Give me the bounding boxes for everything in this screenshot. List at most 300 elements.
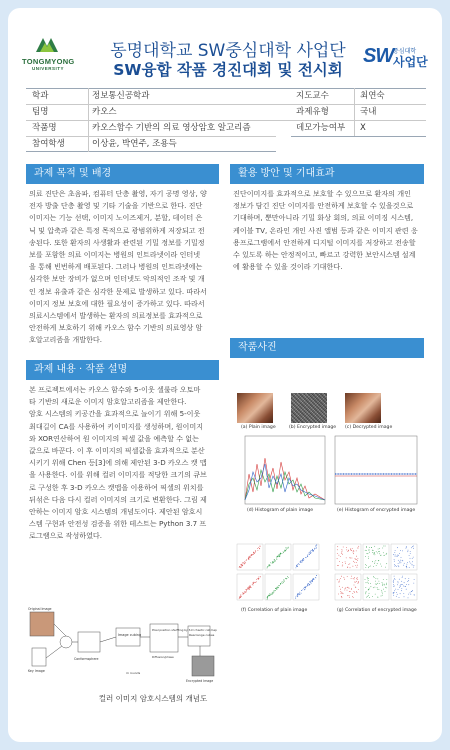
photo-caption: (e) Histogram of encrypted image bbox=[337, 508, 416, 513]
text-line: 전자 방출 단층 촬영 및 기타 기술을 기반으로 한다. 진단 bbox=[29, 201, 203, 211]
correlation-point bbox=[395, 550, 396, 551]
correlation-point bbox=[379, 583, 380, 584]
correlation-point bbox=[396, 592, 397, 593]
correlation-point bbox=[358, 583, 359, 584]
correlation-point bbox=[382, 592, 383, 593]
correlation-point bbox=[368, 557, 369, 558]
correlation-point bbox=[249, 586, 250, 587]
correlation-point bbox=[354, 577, 355, 578]
correlation-point bbox=[346, 547, 347, 548]
correlation-point bbox=[398, 566, 399, 567]
correlation-point bbox=[414, 594, 415, 595]
correlation-point bbox=[305, 587, 306, 588]
correlation-point bbox=[355, 565, 356, 566]
correlation-point bbox=[312, 579, 313, 580]
correlation-point bbox=[372, 596, 373, 597]
correlation-point bbox=[316, 546, 317, 547]
correlation-point bbox=[243, 593, 244, 594]
correlation-point bbox=[351, 578, 352, 579]
correlation-point bbox=[354, 591, 355, 592]
correlation-point bbox=[386, 584, 387, 585]
correlation-point bbox=[368, 578, 369, 579]
correlation-point bbox=[401, 590, 402, 591]
correlation-point bbox=[371, 547, 372, 548]
correlation-point bbox=[295, 597, 296, 598]
correlation-point bbox=[403, 586, 404, 587]
section-header-plan: 활용 방안 및 기대효과 bbox=[230, 164, 424, 184]
correlation-point bbox=[405, 586, 406, 587]
correlation-point bbox=[369, 549, 370, 550]
correlation-point bbox=[379, 553, 380, 554]
text-line: 이미지는 기능 선택, 이미지 노이즈제거, 분할, 데이터 은 bbox=[29, 213, 203, 223]
correlation-point bbox=[377, 583, 378, 584]
correlation-plots bbox=[235, 540, 421, 605]
correlation-point bbox=[395, 565, 396, 566]
text-line: 뒤섞은 다음 다시 컬러 이미지의 크기로 변환한다. 그림 제 bbox=[29, 494, 207, 504]
photo-caption: (c) Decrypted image bbox=[345, 425, 393, 430]
correlation-point bbox=[408, 580, 409, 581]
correlation-point bbox=[286, 548, 287, 549]
correlation-point bbox=[352, 558, 353, 559]
correlation-point bbox=[269, 565, 270, 566]
correlation-point bbox=[284, 581, 285, 582]
correlation-point bbox=[250, 587, 251, 588]
correlation-point bbox=[394, 578, 395, 579]
correlation-point bbox=[267, 597, 268, 598]
correlation-point bbox=[251, 554, 252, 555]
correlation-point bbox=[409, 567, 410, 568]
diagram-label: Key Image bbox=[28, 669, 45, 673]
text-line: 로그램으로 작성하였다. bbox=[29, 531, 103, 541]
info-label: 지도교수 bbox=[296, 91, 329, 101]
correlation-point bbox=[399, 579, 400, 580]
correlation-point bbox=[256, 582, 257, 583]
correlation-point bbox=[281, 582, 282, 583]
correlation-point bbox=[250, 586, 251, 587]
correlation-point bbox=[395, 579, 396, 580]
info-label: 데모가능여부 bbox=[296, 123, 346, 133]
correlation-point bbox=[285, 548, 286, 549]
correlation-point bbox=[313, 579, 314, 580]
correlation-point bbox=[351, 589, 352, 590]
section-text-plan bbox=[233, 188, 423, 273]
correlation-point bbox=[349, 591, 350, 592]
correlation-point bbox=[398, 583, 399, 584]
correlation-point bbox=[269, 564, 270, 565]
correlation-point bbox=[369, 588, 370, 589]
correlation-point bbox=[307, 584, 308, 585]
correlation-point bbox=[341, 553, 342, 554]
correlation-point bbox=[399, 563, 400, 564]
diagram-label: Original Image bbox=[28, 607, 52, 611]
correlation-point bbox=[399, 597, 400, 598]
correlation-point bbox=[309, 553, 310, 554]
correlation-point bbox=[270, 565, 271, 566]
correlation-point bbox=[339, 582, 340, 583]
correlation-point bbox=[297, 593, 298, 594]
correlation-point bbox=[312, 549, 313, 550]
correlation-point bbox=[300, 561, 301, 562]
correlation-point bbox=[398, 581, 399, 582]
correlation-point bbox=[372, 561, 373, 562]
correlation-point bbox=[395, 589, 396, 590]
correlation-point bbox=[303, 588, 304, 589]
correlation-point bbox=[246, 560, 247, 561]
correlation-point bbox=[356, 559, 357, 560]
correlation-point bbox=[339, 555, 340, 556]
correlation-point bbox=[286, 549, 287, 550]
correlation-point bbox=[247, 588, 248, 589]
correlation-point bbox=[357, 560, 358, 561]
correlation-point bbox=[353, 552, 354, 553]
correlation-point bbox=[256, 579, 257, 580]
correlation-point bbox=[377, 597, 378, 598]
correlation-point bbox=[358, 589, 359, 590]
correlation-point bbox=[348, 551, 349, 552]
info-row-team bbox=[26, 104, 426, 120]
correlation-point bbox=[312, 551, 313, 552]
correlation-point bbox=[404, 582, 405, 583]
correlation-point bbox=[298, 564, 299, 565]
correlation-point bbox=[350, 549, 351, 550]
correlation-point bbox=[351, 588, 352, 589]
correlation-point bbox=[278, 587, 279, 588]
correlation-point bbox=[244, 564, 245, 565]
correlation-point bbox=[384, 585, 385, 586]
correlation-point bbox=[375, 584, 376, 585]
correlation-point bbox=[357, 579, 358, 580]
sw-logo-small-text: 중심대학 bbox=[393, 48, 417, 55]
correlation-point bbox=[401, 584, 402, 585]
correlation-point bbox=[368, 558, 369, 559]
correlation-point bbox=[350, 558, 351, 559]
photo-caption: (b) Encrypted image bbox=[289, 425, 337, 430]
correlation-point bbox=[366, 565, 367, 566]
correlation-point bbox=[337, 565, 338, 566]
correlation-point bbox=[268, 566, 269, 567]
correlation-point bbox=[252, 583, 253, 584]
project-info-table bbox=[26, 88, 426, 152]
correlation-point bbox=[308, 583, 309, 584]
correlation-point bbox=[300, 562, 301, 563]
correlation-point bbox=[376, 551, 377, 552]
correlation-point bbox=[316, 578, 317, 579]
correlation-point bbox=[383, 579, 384, 580]
correlation-point bbox=[340, 556, 341, 557]
correlation-point bbox=[412, 561, 413, 562]
correlation-point bbox=[283, 552, 284, 553]
correlation-point bbox=[385, 546, 386, 547]
decrypted-image bbox=[345, 393, 381, 423]
correlation-point bbox=[311, 583, 312, 584]
section-text-purpose bbox=[29, 188, 219, 347]
correlation-point bbox=[259, 548, 260, 549]
correlation-point bbox=[277, 556, 278, 557]
correlation-point bbox=[244, 592, 245, 593]
correlation-point bbox=[354, 592, 355, 593]
correlation-point bbox=[288, 548, 289, 549]
correlation-point bbox=[244, 593, 245, 594]
correlation-point bbox=[343, 547, 344, 548]
correlation-point bbox=[393, 586, 394, 587]
correlation-point bbox=[300, 561, 301, 562]
correlation-point bbox=[316, 545, 317, 546]
correlation-point bbox=[397, 547, 398, 548]
correlation-point bbox=[414, 579, 415, 580]
correlation-point bbox=[357, 577, 358, 578]
correlation-point bbox=[373, 566, 374, 567]
correlation-point bbox=[254, 582, 255, 583]
info-value: 이상윤, 박연주, 조용득 bbox=[92, 139, 177, 149]
correlation-point bbox=[400, 593, 401, 594]
correlation-point bbox=[406, 584, 407, 585]
info-value: 카오스함수 기반의 의료 영상암호 알고리즘 bbox=[92, 123, 251, 133]
correlation-point bbox=[367, 582, 368, 583]
correlation-point bbox=[344, 577, 345, 578]
correlation-point bbox=[367, 553, 368, 554]
correlation-point bbox=[270, 594, 271, 595]
photo-caption: (f) Correlation of plain image bbox=[241, 608, 308, 613]
correlation-point bbox=[311, 581, 312, 582]
correlation-point bbox=[369, 547, 370, 548]
section-header-purpose: 과제 목적 및 배경 bbox=[26, 164, 219, 184]
correlation-point bbox=[355, 587, 356, 588]
correlation-point bbox=[258, 550, 259, 551]
correlation-point bbox=[316, 545, 317, 546]
correlation-point bbox=[399, 587, 400, 588]
correlation-point bbox=[270, 595, 271, 596]
correlation-point bbox=[379, 551, 380, 552]
correlation-point bbox=[386, 553, 387, 554]
correlation-point bbox=[248, 587, 249, 588]
correlation-point bbox=[305, 557, 306, 558]
concept-diagram bbox=[26, 604, 226, 688]
correlation-point bbox=[393, 580, 394, 581]
correlation-point bbox=[260, 546, 261, 547]
correlation-point bbox=[408, 550, 409, 551]
correlation-point bbox=[351, 576, 352, 577]
correlation-point bbox=[407, 562, 408, 563]
correlation-point bbox=[340, 591, 341, 592]
correlation-point bbox=[254, 553, 255, 554]
correlation-point bbox=[273, 593, 274, 594]
correlation-point bbox=[356, 562, 357, 563]
correlation-point bbox=[398, 589, 399, 590]
correlation-point bbox=[352, 548, 353, 549]
correlation-point bbox=[309, 554, 310, 555]
correlation-point bbox=[310, 584, 311, 585]
correlation-point bbox=[267, 598, 268, 599]
correlation-point bbox=[342, 551, 343, 552]
correlation-point bbox=[379, 589, 380, 590]
correlation-point bbox=[274, 561, 275, 562]
correlation-point bbox=[365, 567, 366, 568]
info-label: 과제유형 bbox=[296, 107, 329, 117]
correlation-point bbox=[365, 592, 366, 593]
correlation-point bbox=[377, 587, 378, 588]
correlation-point bbox=[282, 583, 283, 584]
correlation-point bbox=[404, 563, 405, 564]
correlation-point bbox=[412, 558, 413, 559]
correlation-point bbox=[400, 586, 401, 587]
correlation-point bbox=[397, 556, 398, 557]
correlation-point bbox=[378, 551, 379, 552]
text-line: 의료시스템에서 발생하는 환자의 의료정보를 효과적으로 bbox=[29, 311, 203, 321]
correlation-point bbox=[268, 596, 269, 597]
correlation-point bbox=[253, 583, 254, 584]
text-line: 와 XOR연산하여 원 이미지의 픽셀 값을 예측할 수 없는 bbox=[29, 433, 200, 443]
correlation-point bbox=[408, 578, 409, 579]
correlation-point bbox=[343, 593, 344, 594]
concept-diagram-svg bbox=[26, 604, 226, 688]
correlation-point bbox=[394, 552, 395, 553]
correlation-point bbox=[307, 555, 308, 556]
correlation-point bbox=[395, 555, 396, 556]
section-header-photos: 작품사진 bbox=[230, 338, 424, 358]
correlation-point bbox=[280, 583, 281, 584]
correlation-point bbox=[379, 581, 380, 582]
correlation-point bbox=[401, 588, 402, 589]
text-line: 안하는 이미지 암호 시스템의 개념도이다. 제안된 암호시 bbox=[29, 507, 203, 517]
correlation-point bbox=[309, 584, 310, 585]
correlation-point bbox=[393, 554, 394, 555]
text-line: 값으로 바꾼다. 이 후 이미지의 픽셀값을 효과적으로 분산 bbox=[29, 446, 205, 456]
correlation-point bbox=[313, 551, 314, 552]
correlation-point bbox=[341, 552, 342, 553]
section-header-content: 과제 내용 · 작품 설명 bbox=[26, 360, 219, 380]
info-label: 팀명 bbox=[32, 107, 49, 117]
correlation-point bbox=[280, 553, 281, 554]
correlation-point bbox=[402, 576, 403, 577]
correlation-point bbox=[366, 597, 367, 598]
correlation-point bbox=[375, 587, 376, 588]
poster-title-line1: 동명대학교 SW중심대학 사업단 bbox=[110, 41, 346, 61]
correlation-point bbox=[394, 564, 395, 565]
correlation-point bbox=[298, 593, 299, 594]
correlation-point bbox=[312, 581, 313, 582]
correlation-point bbox=[249, 588, 250, 589]
correlation-point bbox=[342, 549, 343, 550]
correlation-point bbox=[394, 559, 395, 560]
correlation-point bbox=[239, 598, 240, 599]
correlation-point bbox=[350, 591, 351, 592]
text-line: 수 있도록 하는 안정적이고, 빠르고 강력한 보안시스템 설계 bbox=[233, 250, 416, 260]
correlation-point bbox=[369, 589, 370, 590]
photo-caption: (d) Histogram of plain image bbox=[247, 508, 314, 513]
correlation-point bbox=[358, 558, 359, 559]
correlation-point bbox=[355, 582, 356, 583]
correlation-point bbox=[255, 552, 256, 553]
correlation-point bbox=[246, 590, 247, 591]
correlation-point bbox=[308, 583, 309, 584]
text-line: 최대길이 CA를 사용하여 키이미지를 생성하며, 원이미지 bbox=[29, 421, 204, 431]
correlation-point bbox=[401, 562, 402, 563]
text-line: 인 정보 유출과 같은 심각한 문제로 발생하고 있다. 따라서 bbox=[29, 286, 207, 296]
correlation-point bbox=[402, 577, 403, 578]
correlation-point bbox=[409, 562, 410, 563]
correlation-point bbox=[374, 563, 375, 564]
sw-logo-big-text: 사업단 bbox=[393, 55, 428, 69]
correlation-point bbox=[406, 547, 407, 548]
correlation-point bbox=[337, 553, 338, 554]
correlation-point bbox=[382, 585, 383, 586]
correlation-point bbox=[373, 576, 374, 577]
correlation-point bbox=[368, 553, 369, 554]
correlation-point bbox=[254, 582, 255, 583]
correlation-point bbox=[394, 576, 395, 577]
correlation-point bbox=[339, 580, 340, 581]
photo-panel bbox=[233, 390, 423, 620]
correlation-point bbox=[241, 567, 242, 568]
correlation-point bbox=[276, 589, 277, 590]
correlation-point bbox=[393, 592, 394, 593]
correlation-point bbox=[367, 596, 368, 597]
correlation-point bbox=[400, 560, 401, 561]
correlation-point bbox=[402, 560, 403, 561]
correlation-point bbox=[383, 546, 384, 547]
correlation-point bbox=[270, 562, 271, 563]
text-line: 시키기 위해 Chen 등[3]에 의해 제안된 3-D 카오스 캣 맵 bbox=[29, 458, 207, 468]
correlation-point bbox=[245, 591, 246, 592]
correlation-point bbox=[312, 550, 313, 551]
correlation-point bbox=[403, 593, 404, 594]
correlation-point bbox=[365, 564, 366, 565]
correlation-point bbox=[316, 575, 317, 576]
correlation-point bbox=[257, 548, 258, 549]
correlation-point bbox=[368, 590, 369, 591]
correlation-point bbox=[376, 584, 377, 585]
correlation-point bbox=[297, 596, 298, 597]
correlation-point bbox=[410, 558, 411, 559]
correlation-point bbox=[341, 593, 342, 594]
correlation-point bbox=[376, 565, 377, 566]
correlation-point bbox=[249, 589, 250, 590]
correlation-point bbox=[406, 566, 407, 567]
correlation-point bbox=[249, 557, 250, 558]
correlation-point bbox=[365, 550, 366, 551]
correlation-point bbox=[267, 567, 268, 568]
correlation-point bbox=[241, 566, 242, 567]
correlation-point bbox=[240, 564, 241, 565]
correlation-point bbox=[375, 554, 376, 555]
photo-caption: (g) Correlation of encrypted image bbox=[337, 608, 417, 613]
info-label: 학과 bbox=[32, 91, 49, 101]
correlation-point bbox=[298, 596, 299, 597]
correlation-point bbox=[357, 567, 358, 568]
poster-title-line2: SW융합 작품 경진대회 및 전시회 bbox=[113, 61, 343, 79]
correlation-point bbox=[242, 563, 243, 564]
correlation-point bbox=[269, 596, 270, 597]
correlation-point bbox=[385, 567, 386, 568]
correlation-point bbox=[407, 551, 408, 552]
correlation-point bbox=[365, 579, 366, 580]
correlation-point bbox=[346, 550, 347, 551]
correlation-point bbox=[239, 597, 240, 598]
correlation-point bbox=[304, 589, 305, 590]
correlation-point bbox=[285, 551, 286, 552]
correlation-point bbox=[401, 557, 402, 558]
correlation-point bbox=[267, 599, 268, 600]
correlation-point bbox=[376, 578, 377, 579]
correlation-point bbox=[384, 555, 385, 556]
correlation-point bbox=[396, 556, 397, 557]
correlation-point bbox=[310, 553, 311, 554]
correlation-point bbox=[342, 562, 343, 563]
correlation-point bbox=[250, 585, 251, 586]
correlation-point bbox=[380, 564, 381, 565]
correlation-point bbox=[279, 585, 280, 586]
poster-header bbox=[8, 8, 442, 84]
